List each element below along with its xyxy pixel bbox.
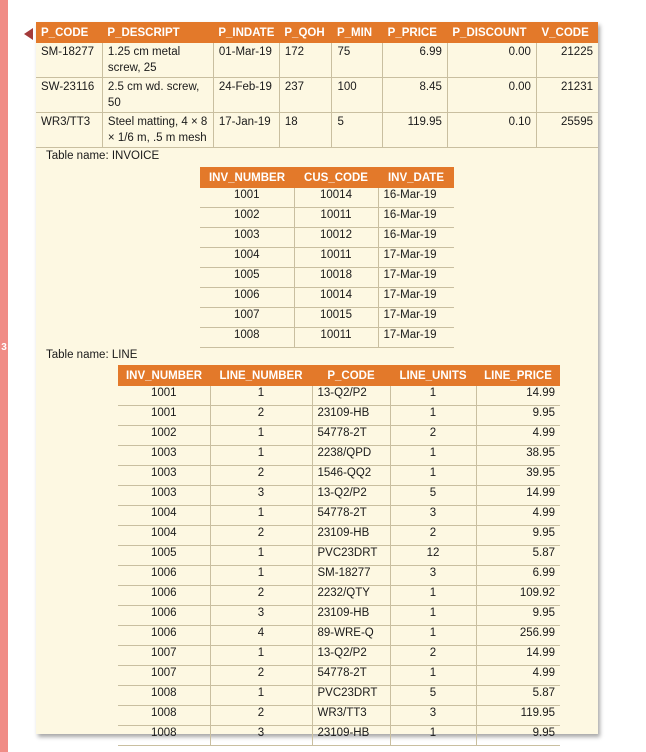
line-cell: WR3/TT3 xyxy=(312,706,390,726)
table-row xyxy=(200,308,454,328)
table-row xyxy=(200,208,454,228)
invoice-cell: 17-Mar-19 xyxy=(378,248,454,268)
product-cell: 8.45 xyxy=(383,78,448,113)
table-row xyxy=(118,386,560,406)
line-cell: 1006 xyxy=(118,606,210,626)
invoice-cell: 17-Mar-19 xyxy=(378,308,454,328)
line-cell: 1 xyxy=(210,386,312,406)
line-cell: 3 xyxy=(390,706,476,726)
line-cell: 256.99 xyxy=(476,626,560,646)
line-cell: 1001 xyxy=(118,406,210,426)
line-cell: 1 xyxy=(390,406,476,426)
invoice-cell: 10014 xyxy=(294,188,378,208)
line-cell: 23109-HB xyxy=(312,406,390,426)
invoice-table-label: Table name: INVOICE xyxy=(46,150,160,162)
table-row xyxy=(118,606,560,626)
line-cell: 1 xyxy=(390,626,476,646)
line-cell: 12 xyxy=(390,546,476,566)
line-cell: 3 xyxy=(390,566,476,586)
line-cell: 1003 xyxy=(118,466,210,486)
line-cell: 1008 xyxy=(118,726,210,746)
line-cell: 54778-2T xyxy=(312,506,390,526)
line-cell: 1 xyxy=(390,666,476,686)
line-cell: 1 xyxy=(390,466,476,486)
line-cell: 1003 xyxy=(118,486,210,506)
line-cell: 9.95 xyxy=(476,406,560,426)
line-cell: 1 xyxy=(210,426,312,446)
table-row xyxy=(200,188,454,208)
invoice-cell: 1008 xyxy=(200,328,294,348)
line-cell: 1546-QQ2 xyxy=(312,466,390,486)
table-row xyxy=(200,248,454,268)
invoice-cell: 10011 xyxy=(294,208,378,228)
product-cell: 1.25 cm metal screw, 25 xyxy=(102,43,213,78)
table-row xyxy=(200,228,454,248)
invoice-body xyxy=(200,188,454,348)
line-body xyxy=(118,386,560,746)
product-table xyxy=(36,22,598,148)
line-cell: 14.99 xyxy=(476,386,560,406)
line-cell: 2232/QTY xyxy=(312,586,390,606)
product-header-row xyxy=(36,22,598,43)
table-row xyxy=(200,328,454,348)
line-cell: 1 xyxy=(210,506,312,526)
line-cell: 9.95 xyxy=(476,526,560,546)
line-cell: 9.95 xyxy=(476,606,560,626)
line-cell: 2238/QPD xyxy=(312,446,390,466)
product-body xyxy=(36,43,598,148)
table-row xyxy=(118,466,560,486)
product-col-header: P_PRICE xyxy=(383,22,448,43)
line-cell: 5.87 xyxy=(476,546,560,566)
line-cell: 2 xyxy=(210,586,312,606)
invoice-cell: 10018 xyxy=(294,268,378,288)
invoice-cell: 1004 xyxy=(200,248,294,268)
line-cell: 2 xyxy=(210,666,312,686)
line-cell: 1007 xyxy=(118,646,210,666)
line-header-row xyxy=(118,365,560,386)
table-row xyxy=(200,288,454,308)
line-cell: 54778-2T xyxy=(312,426,390,446)
pointer-arrow-icon xyxy=(24,28,33,40)
product-cell: 25595 xyxy=(536,113,598,148)
line-cell: 3 xyxy=(210,606,312,626)
line-cell: 1008 xyxy=(118,686,210,706)
line-cell: 4.99 xyxy=(476,506,560,526)
line-cell: 1005 xyxy=(118,546,210,566)
line-cell: 2 xyxy=(210,706,312,726)
product-col-header: P_CODE xyxy=(36,22,102,43)
invoice-cell: 17-Mar-19 xyxy=(378,288,454,308)
line-cell: 1004 xyxy=(118,526,210,546)
line-cell: 1 xyxy=(390,606,476,626)
invoice-cell: 10011 xyxy=(294,328,378,348)
table-row xyxy=(118,646,560,666)
product-cell: SW-23116 xyxy=(36,78,102,113)
product-col-header: P_DISCOUNT xyxy=(447,22,536,43)
line-cell: 1002 xyxy=(118,426,210,446)
product-cell: 0.00 xyxy=(447,78,536,113)
product-cell: 100 xyxy=(332,78,383,113)
line-cell: 1008 xyxy=(118,706,210,726)
line-table xyxy=(118,365,560,746)
product-cell: 119.95 xyxy=(383,113,448,148)
line-cell: 1 xyxy=(210,646,312,666)
line-cell: 1004 xyxy=(118,506,210,526)
line-col-header: INV_NUMBER xyxy=(118,365,210,386)
product-col-header: V_CODE xyxy=(536,22,598,43)
invoice-cell: 10014 xyxy=(294,288,378,308)
table-row xyxy=(118,546,560,566)
line-cell: 2 xyxy=(390,426,476,446)
line-cell: 1001 xyxy=(118,386,210,406)
invoice-cell: 1003 xyxy=(200,228,294,248)
product-col-header: P_DESCRIPT xyxy=(102,22,213,43)
line-cell: 3 xyxy=(210,726,312,746)
line-col-header: LINE_PRICE xyxy=(476,365,560,386)
line-cell: 4 xyxy=(210,626,312,646)
line-cell: 38.95 xyxy=(476,446,560,466)
line-cell: 1006 xyxy=(118,586,210,606)
line-cell: 89-WRE-Q xyxy=(312,626,390,646)
product-cell: 0.10 xyxy=(447,113,536,148)
line-cell: 9.95 xyxy=(476,726,560,746)
product-col-header: P_MIN xyxy=(332,22,383,43)
line-cell: 3 xyxy=(390,506,476,526)
table-row xyxy=(118,666,560,686)
table-row xyxy=(36,78,598,113)
invoice-cell: 10012 xyxy=(294,228,378,248)
table-row xyxy=(118,406,560,426)
line-cell: 1 xyxy=(210,546,312,566)
product-cell: 172 xyxy=(279,43,332,78)
invoice-col-header: INV_NUMBER xyxy=(200,167,294,188)
line-cell: 1003 xyxy=(118,446,210,466)
line-cell: 1 xyxy=(390,586,476,606)
invoice-cell: 1001 xyxy=(200,188,294,208)
line-cell: SM-18277 xyxy=(312,566,390,586)
side-page-marker: 3 xyxy=(1,342,7,353)
line-cell: 2 xyxy=(390,526,476,546)
line-cell: 4.99 xyxy=(476,426,560,446)
product-cell: 5 xyxy=(332,113,383,148)
table-row xyxy=(36,113,598,148)
invoice-header-row xyxy=(200,167,454,188)
line-cell: 14.99 xyxy=(476,486,560,506)
invoice-col-header: INV_DATE xyxy=(378,167,454,188)
line-cell: 1 xyxy=(390,726,476,746)
side-strip xyxy=(0,0,8,752)
table-row xyxy=(118,726,560,746)
invoice-cell: 17-Mar-19 xyxy=(378,328,454,348)
invoice-table xyxy=(200,167,454,348)
line-cell: 119.95 xyxy=(476,706,560,726)
line-cell: 13-Q2/P2 xyxy=(312,386,390,406)
table-row xyxy=(118,686,560,706)
invoice-cell: 1006 xyxy=(200,288,294,308)
table-row xyxy=(118,526,560,546)
table-row xyxy=(118,566,560,586)
line-cell: 2 xyxy=(390,646,476,666)
line-cell: 1 xyxy=(210,686,312,706)
line-cell: PVC23DRT xyxy=(312,686,390,706)
line-cell: 2 xyxy=(210,526,312,546)
table-row xyxy=(118,506,560,526)
table-row xyxy=(118,426,560,446)
invoice-col-header: CUS_CODE xyxy=(294,167,378,188)
table-row xyxy=(118,446,560,466)
product-cell: 6.99 xyxy=(383,43,448,78)
line-cell: 14.99 xyxy=(476,646,560,666)
invoice-cell: 16-Mar-19 xyxy=(378,228,454,248)
line-cell: 23109-HB xyxy=(312,526,390,546)
line-cell: 6.99 xyxy=(476,566,560,586)
line-cell: 2 xyxy=(210,406,312,426)
product-col-header: P_INDATE xyxy=(213,22,279,43)
invoice-cell: 1002 xyxy=(200,208,294,228)
invoice-cell: 1007 xyxy=(200,308,294,328)
line-table-label: Table name: LINE xyxy=(46,349,138,361)
table-row xyxy=(200,268,454,288)
product-cell: 21225 xyxy=(536,43,598,78)
line-cell: 3 xyxy=(210,486,312,506)
line-cell: 39.95 xyxy=(476,466,560,486)
line-cell: 5 xyxy=(390,486,476,506)
line-cell: 2 xyxy=(210,466,312,486)
product-cell: Steel matting, 4 × 8 × 1/6 m, .5 m mesh xyxy=(102,113,213,148)
line-col-header: LINE_UNITS xyxy=(390,365,476,386)
table-row xyxy=(118,626,560,646)
invoice-cell: 17-Mar-19 xyxy=(378,268,454,288)
invoice-cell: 1005 xyxy=(200,268,294,288)
invoice-cell: 16-Mar-19 xyxy=(378,208,454,228)
product-cell: 21231 xyxy=(536,78,598,113)
line-cell: 1007 xyxy=(118,666,210,686)
line-cell: 13-Q2/P2 xyxy=(312,646,390,666)
line-cell: 23109-HB xyxy=(312,606,390,626)
table-row xyxy=(118,586,560,606)
product-cell: 17-Jan-19 xyxy=(213,113,279,148)
product-cell: 01-Mar-19 xyxy=(213,43,279,78)
product-cell: 18 xyxy=(279,113,332,148)
product-cell: 0.00 xyxy=(447,43,536,78)
line-cell: 1 xyxy=(210,446,312,466)
invoice-cell: 10011 xyxy=(294,248,378,268)
line-cell: 1 xyxy=(390,446,476,466)
line-cell: 5.87 xyxy=(476,686,560,706)
line-cell: 23109-HB xyxy=(312,726,390,746)
product-cell: 2.5 cm wd. screw, 50 xyxy=(102,78,213,113)
product-cell: 75 xyxy=(332,43,383,78)
product-cell: 24-Feb-19 xyxy=(213,78,279,113)
product-col-header: P_QOH xyxy=(279,22,332,43)
line-cell: 1 xyxy=(390,386,476,406)
line-cell: 13-Q2/P2 xyxy=(312,486,390,506)
line-cell: PVC23DRT xyxy=(312,546,390,566)
product-cell: SM-18277 xyxy=(36,43,102,78)
table-row xyxy=(36,43,598,78)
line-cell: 1 xyxy=(210,566,312,586)
invoice-cell: 10015 xyxy=(294,308,378,328)
line-cell: 5 xyxy=(390,686,476,706)
line-cell: 54778-2T xyxy=(312,666,390,686)
line-cell: 4.99 xyxy=(476,666,560,686)
product-cell: 237 xyxy=(279,78,332,113)
product-cell: WR3/TT3 xyxy=(36,113,102,148)
table-row xyxy=(118,706,560,726)
invoice-cell: 16-Mar-19 xyxy=(378,188,454,208)
table-row xyxy=(118,486,560,506)
line-col-header: LINE_NUMBER xyxy=(210,365,312,386)
line-cell: 1006 xyxy=(118,566,210,586)
line-col-header: P_CODE xyxy=(312,365,390,386)
line-cell: 1006 xyxy=(118,626,210,646)
line-cell: 109.92 xyxy=(476,586,560,606)
